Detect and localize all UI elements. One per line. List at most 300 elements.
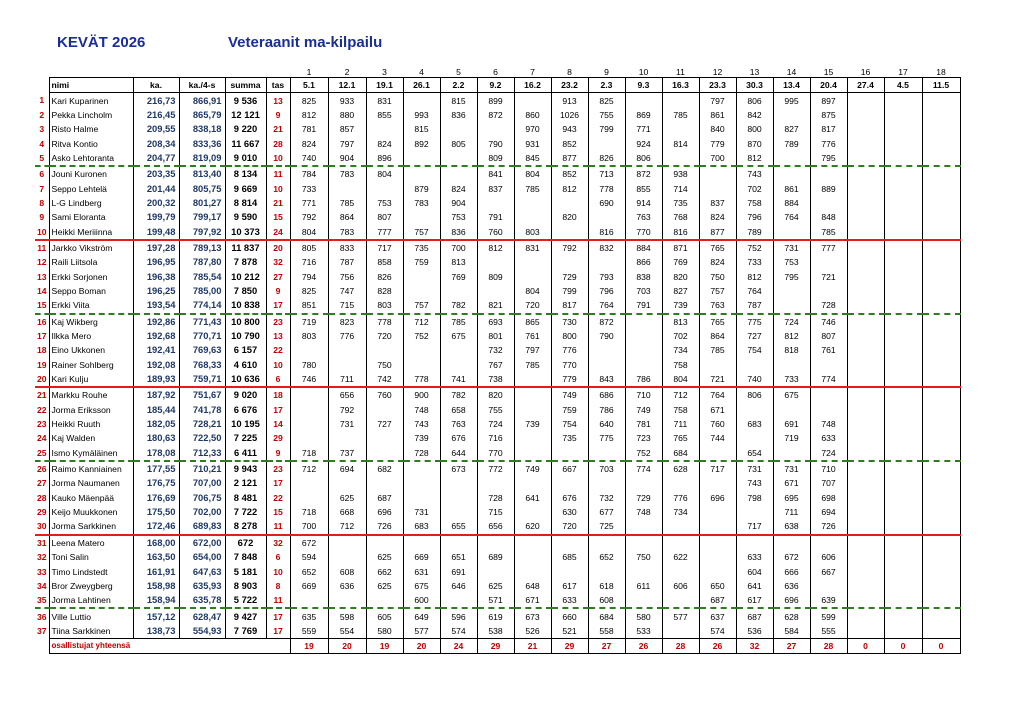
round-score	[662, 122, 699, 136]
handicap-value: 10	[266, 358, 290, 372]
table-row	[35, 579, 960, 593]
round-score	[366, 181, 403, 195]
handicap-value: 23	[266, 461, 290, 476]
round-score	[847, 240, 884, 255]
table-row	[35, 108, 960, 122]
total-sum: 10 838	[225, 298, 266, 313]
round-score: 896	[366, 151, 403, 166]
round-score: 789	[773, 136, 810, 150]
table-row	[35, 314, 960, 329]
round-score	[477, 284, 514, 298]
round-score	[922, 358, 960, 372]
round-score: 831	[514, 240, 551, 255]
table-row	[35, 329, 960, 343]
round-score: 684	[662, 446, 699, 461]
round-score: 790	[588, 329, 625, 343]
round-score	[514, 269, 551, 283]
round-score	[884, 240, 922, 255]
header-tas: tas	[266, 78, 290, 93]
round-score: 625	[366, 579, 403, 593]
round-score	[922, 298, 960, 313]
participants-count: 28	[810, 639, 847, 654]
round-score	[588, 255, 625, 269]
average-4-series: 865,79	[179, 108, 225, 122]
round-score: 703	[588, 461, 625, 476]
round-score	[847, 93, 884, 108]
table-row	[35, 298, 960, 313]
round-score: 779	[551, 372, 588, 387]
table-row	[35, 240, 960, 255]
round-score: 757	[403, 298, 440, 313]
round-score: 812	[773, 329, 810, 343]
spacer-cell	[179, 64, 225, 78]
round-score	[551, 224, 588, 239]
rank-number: 21	[36, 390, 47, 401]
round-number: 18	[936, 67, 946, 77]
round-score: 776	[328, 329, 366, 343]
handicap-value: 11	[266, 593, 290, 608]
round-score: 777	[366, 224, 403, 239]
round-score: 864	[699, 329, 736, 343]
player-name: Ismo Kymäläinen	[49, 446, 133, 461]
round-score: 812	[736, 151, 773, 166]
round-score: 732	[477, 343, 514, 357]
player-name: Jorma Naumanen	[49, 476, 133, 490]
header-index-spacer	[35, 78, 49, 93]
round-score	[884, 210, 922, 224]
round-score: 824	[366, 136, 403, 150]
round-score	[662, 564, 699, 578]
round-score: 904	[440, 196, 477, 210]
round-score	[699, 358, 736, 372]
table-row	[35, 181, 960, 195]
round-score: 628	[773, 608, 810, 623]
round-score: 727	[366, 417, 403, 431]
round-score	[922, 446, 960, 461]
average-score: 172,46	[133, 519, 179, 534]
player-name: Erkki Viita	[49, 298, 133, 313]
round-score: 687	[366, 491, 403, 505]
round-score: 750	[366, 358, 403, 372]
handicap-value: 9	[266, 284, 290, 298]
round-score: 633	[551, 593, 588, 608]
average-score: 192,68	[133, 329, 179, 343]
round-score	[810, 284, 847, 298]
round-score	[477, 122, 514, 136]
round-score	[290, 476, 328, 490]
round-score: 764	[699, 387, 736, 402]
average-4-series: 712,33	[179, 446, 225, 461]
round-score: 716	[477, 431, 514, 445]
round-score	[847, 269, 884, 283]
round-score	[588, 564, 625, 578]
round-score	[662, 624, 699, 639]
footer-index-spacer	[35, 639, 49, 654]
round-score: 740	[736, 372, 773, 387]
round-score: 559	[290, 624, 328, 639]
header-date: 20.4	[810, 78, 847, 93]
round-score: 675	[403, 579, 440, 593]
average-4-series: 805,75	[179, 181, 225, 195]
round-score: 803	[514, 224, 551, 239]
round-score: 820	[662, 269, 699, 283]
round-number: 8	[567, 67, 572, 77]
table-row	[35, 358, 960, 372]
round-score	[922, 108, 960, 122]
round-score: 646	[440, 579, 477, 593]
header-date: 12.1	[328, 78, 366, 93]
round-score: 655	[440, 519, 477, 534]
average-score: 187,92	[133, 387, 179, 402]
rank-number: 18	[36, 345, 47, 356]
round-score	[884, 136, 922, 150]
round-score: 801	[477, 329, 514, 343]
round-score	[847, 166, 884, 181]
rank-number: 24	[36, 433, 47, 444]
round-score: 700	[440, 240, 477, 255]
round-score: 711	[773, 505, 810, 519]
round-score	[884, 535, 922, 550]
average-score: 199,79	[133, 210, 179, 224]
round-score	[847, 461, 884, 476]
round-score	[588, 136, 625, 150]
average-4-series: 797,92	[179, 224, 225, 239]
round-score	[922, 505, 960, 519]
rank-number: 37	[36, 626, 47, 637]
round-score: 806	[736, 93, 773, 108]
round-score: 757	[403, 224, 440, 239]
round-score	[922, 122, 960, 136]
round-score: 781	[290, 122, 328, 136]
round-score: 723	[625, 431, 662, 445]
round-score	[699, 519, 736, 534]
average-score: 176,75	[133, 476, 179, 490]
player-name: Ville Luttio	[49, 608, 133, 623]
round-score: 702	[662, 329, 699, 343]
spacer-cell	[35, 64, 49, 78]
table-row	[35, 224, 960, 239]
round-score: 694	[328, 461, 366, 476]
handicap-value: 24	[266, 224, 290, 239]
round-score: 739	[662, 298, 699, 313]
header-avg4: ka./4-s	[179, 78, 225, 93]
table-row	[35, 93, 960, 108]
round-score	[699, 550, 736, 564]
round-score: 943	[551, 122, 588, 136]
rank-number: 11	[37, 242, 47, 253]
total-sum: 672	[225, 535, 266, 550]
round-score	[551, 446, 588, 461]
table-row	[35, 343, 960, 357]
round-score: 574	[699, 624, 736, 639]
round-number: 5	[456, 67, 461, 77]
handicap-value: 29	[266, 431, 290, 445]
handicap-value: 22	[266, 343, 290, 357]
round-score	[773, 284, 810, 298]
player-name: Tiina Sarkkinen	[49, 624, 133, 639]
round-score	[588, 358, 625, 372]
round-score: 735	[662, 196, 699, 210]
total-sum: 7 722	[225, 505, 266, 519]
round-score: 826	[366, 269, 403, 283]
handicap-value: 32	[266, 255, 290, 269]
total-sum: 8 134	[225, 166, 266, 181]
handicap-value: 15	[266, 505, 290, 519]
round-score	[588, 210, 625, 224]
round-score: 833	[328, 240, 366, 255]
round-score: 574	[440, 624, 477, 639]
round-score: 820	[477, 387, 514, 402]
round-score: 774	[625, 461, 662, 476]
table-row	[35, 550, 960, 564]
round-score: 727	[736, 329, 773, 343]
round-score	[922, 210, 960, 224]
table-row	[35, 136, 960, 150]
average-4-series: 672,00	[179, 535, 225, 550]
handicap-value: 21	[266, 122, 290, 136]
round-number: 10	[638, 67, 649, 77]
round-number: 14	[786, 67, 797, 77]
round-score	[922, 136, 960, 150]
round-score: 806	[625, 151, 662, 166]
round-score: 913	[551, 93, 588, 108]
round-score: 743	[736, 166, 773, 181]
round-score: 777	[810, 240, 847, 255]
round-score: 735	[551, 431, 588, 445]
round-score	[922, 372, 960, 387]
round-score: 641	[514, 491, 551, 505]
round-score	[884, 403, 922, 417]
rank-number: 20	[35, 372, 49, 387]
header-avg: ka.	[133, 78, 179, 93]
round-score	[477, 255, 514, 269]
round-score: 712	[403, 314, 440, 329]
round-score	[290, 343, 328, 357]
round-score: 827	[662, 284, 699, 298]
round-score	[699, 446, 736, 461]
round-score	[440, 122, 477, 136]
round-score: 741	[440, 372, 477, 387]
round-score: 719	[290, 314, 328, 329]
total-sum: 9 010	[225, 151, 266, 166]
participants-count: 19	[366, 639, 403, 654]
round-score	[922, 343, 960, 357]
table-row	[35, 196, 960, 210]
round-score: 760	[477, 224, 514, 239]
round-score	[625, 93, 662, 108]
round-score: 784	[290, 166, 328, 181]
table-row	[35, 519, 960, 534]
round-score: 700	[699, 151, 736, 166]
rank-number: 26	[36, 464, 47, 475]
round-score: 526	[514, 624, 551, 639]
round-score	[847, 519, 884, 534]
round-score: 764	[588, 298, 625, 313]
rank-number: 13	[36, 271, 47, 282]
round-score: 778	[588, 181, 625, 195]
handicap-value: 10	[266, 151, 290, 166]
round-score	[625, 593, 662, 608]
round-score	[514, 255, 551, 269]
round-score: 813	[440, 255, 477, 269]
player-name: L-G Lindberg	[49, 196, 133, 210]
round-score	[736, 505, 773, 519]
average-score: 185,44	[133, 403, 179, 417]
player-name: Kari Kulju	[49, 372, 133, 387]
participants-count: 28	[662, 639, 699, 654]
round-score: 993	[403, 108, 440, 122]
rank-number: 33	[36, 566, 47, 577]
round-score	[884, 417, 922, 431]
round-score	[922, 403, 960, 417]
handicap-value: 28	[266, 136, 290, 150]
round-score	[922, 181, 960, 195]
average-4-series: 774,14	[179, 298, 225, 313]
round-score	[847, 314, 884, 329]
round-score: 824	[440, 181, 477, 195]
round-score	[922, 564, 960, 578]
round-score: 807	[810, 329, 847, 343]
round-score: 892	[403, 136, 440, 150]
round-score	[884, 505, 922, 519]
round-score: 848	[810, 210, 847, 224]
round-score: 651	[440, 550, 477, 564]
round-score: 617	[551, 579, 588, 593]
round-score: 779	[699, 136, 736, 150]
round-score	[922, 387, 960, 402]
round-score: 694	[810, 505, 847, 519]
round-score	[884, 329, 922, 343]
round-score	[662, 93, 699, 108]
round-score: 763	[699, 298, 736, 313]
round-score	[625, 519, 662, 534]
round-score: 757	[699, 284, 736, 298]
round-score	[290, 403, 328, 417]
total-sum: 8 814	[225, 196, 266, 210]
rank-number: 30	[35, 519, 49, 534]
rank-number: 27	[36, 478, 47, 489]
average-4-series: 707,00	[179, 476, 225, 490]
handicap-value: 17	[266, 476, 290, 490]
round-score: 914	[625, 196, 662, 210]
round-score: 687	[699, 593, 736, 608]
handicap-value: 9	[266, 446, 290, 461]
round-score: 825	[290, 93, 328, 108]
handicap-value: 6	[266, 550, 290, 564]
round-score: 900	[403, 387, 440, 402]
round-score: 780	[290, 358, 328, 372]
round-score: 734	[662, 343, 699, 357]
round-score	[588, 535, 625, 550]
average-score: 201,44	[133, 181, 179, 195]
round-score	[773, 403, 810, 417]
round-score	[440, 476, 477, 490]
round-number: 1	[306, 67, 312, 77]
table-row	[35, 417, 960, 431]
round-score	[588, 476, 625, 490]
round-score	[699, 535, 736, 550]
round-score: 619	[477, 608, 514, 623]
round-score: 872	[477, 108, 514, 122]
round-score: 536	[736, 624, 773, 639]
round-score: 750	[699, 269, 736, 283]
round-score: 733	[773, 372, 810, 387]
player-name: Toni Salin	[49, 550, 133, 564]
round-score: 861	[773, 181, 810, 195]
round-score: 796	[588, 284, 625, 298]
handicap-value: 18	[266, 387, 290, 402]
average-4-series: 654,00	[179, 550, 225, 564]
round-score	[773, 224, 810, 239]
participants-count: 26	[625, 639, 662, 654]
round-score	[810, 535, 847, 550]
round-score: 786	[588, 403, 625, 417]
round-score	[810, 403, 847, 417]
round-score	[922, 593, 960, 608]
round-score: 782	[440, 298, 477, 313]
round-number: 11	[676, 67, 685, 77]
round-score: 776	[810, 136, 847, 150]
round-score	[403, 166, 440, 181]
round-score: 695	[773, 491, 810, 505]
round-score: 768	[662, 210, 699, 224]
total-sum: 9 590	[225, 210, 266, 224]
round-score: 748	[403, 403, 440, 417]
round-score: 731	[773, 240, 810, 255]
round-score	[884, 343, 922, 357]
round-score: 640	[588, 417, 625, 431]
round-score	[366, 403, 403, 417]
rank-number: 16	[36, 316, 47, 327]
round-score	[884, 166, 922, 181]
round-score: 752	[403, 329, 440, 343]
header-date: 30.3	[736, 78, 773, 93]
round-score	[699, 564, 736, 578]
total-sum: 6 157	[225, 343, 266, 357]
player-name: Jorma Sarkkinen	[49, 519, 133, 534]
average-4-series: 813,40	[179, 166, 225, 181]
total-sum: 10 800	[225, 314, 266, 329]
round-score	[922, 93, 960, 108]
round-score	[403, 343, 440, 357]
round-score	[922, 284, 960, 298]
round-score	[440, 343, 477, 357]
round-score: 676	[551, 491, 588, 505]
round-score: 791	[477, 210, 514, 224]
table-row	[35, 151, 960, 166]
handicap-value: 6	[266, 372, 290, 387]
participants-total-label: osallistujat yhteensä	[49, 639, 290, 654]
round-score: 738	[477, 372, 514, 387]
round-score	[514, 196, 551, 210]
rank-number: 2	[39, 109, 45, 120]
average-4-series: 628,47	[179, 608, 225, 623]
round-score: 931	[514, 136, 551, 150]
header-row	[35, 78, 960, 93]
round-score: 577	[662, 608, 699, 623]
average-4-series: 799,17	[179, 210, 225, 224]
rank-number: 4	[39, 138, 45, 149]
round-score: 841	[477, 166, 514, 181]
round-score	[810, 196, 847, 210]
round-score	[625, 358, 662, 372]
round-score: 857	[328, 122, 366, 136]
round-score	[328, 181, 366, 195]
round-number: 9	[604, 67, 609, 77]
round-score: 682	[366, 461, 403, 476]
round-score: 855	[625, 181, 662, 195]
player-name: Eino Ukkonen	[49, 343, 133, 357]
